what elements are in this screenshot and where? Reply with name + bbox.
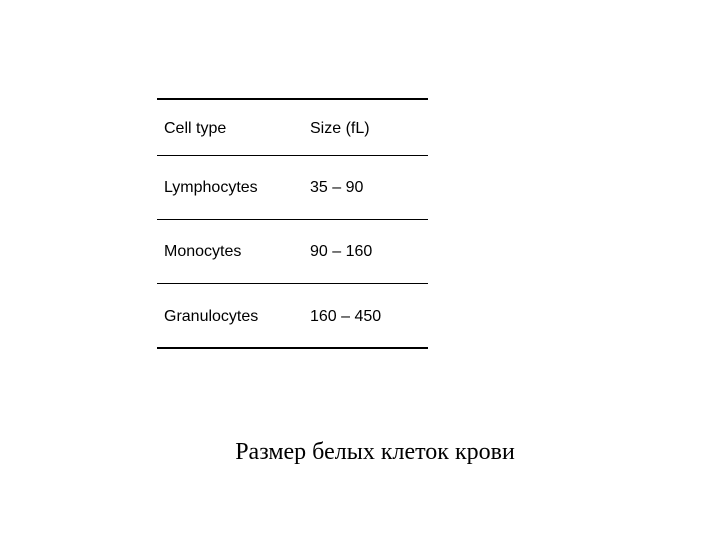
slide-caption: Размер белых клеток крови (235, 439, 515, 465)
row-lymphocytes-size: 35 – 90 (310, 179, 364, 196)
header-size: Size (fL) (310, 120, 370, 137)
row-granulocytes-size: 160 – 450 (310, 308, 382, 325)
header-divider (157, 155, 428, 156)
row-monocytes-type: Monocytes (164, 243, 242, 260)
table-bottom-rule (157, 347, 428, 349)
row-divider-1 (157, 219, 428, 220)
row-granulocytes-type: Granulocytes (164, 308, 259, 325)
header-cell-type: Cell type (164, 120, 227, 137)
row-lymphocytes-type: Lymphocytes (164, 179, 258, 196)
table-top-rule (157, 98, 428, 100)
row-monocytes-size: 90 – 160 (310, 243, 373, 260)
row-divider-2 (157, 283, 428, 284)
